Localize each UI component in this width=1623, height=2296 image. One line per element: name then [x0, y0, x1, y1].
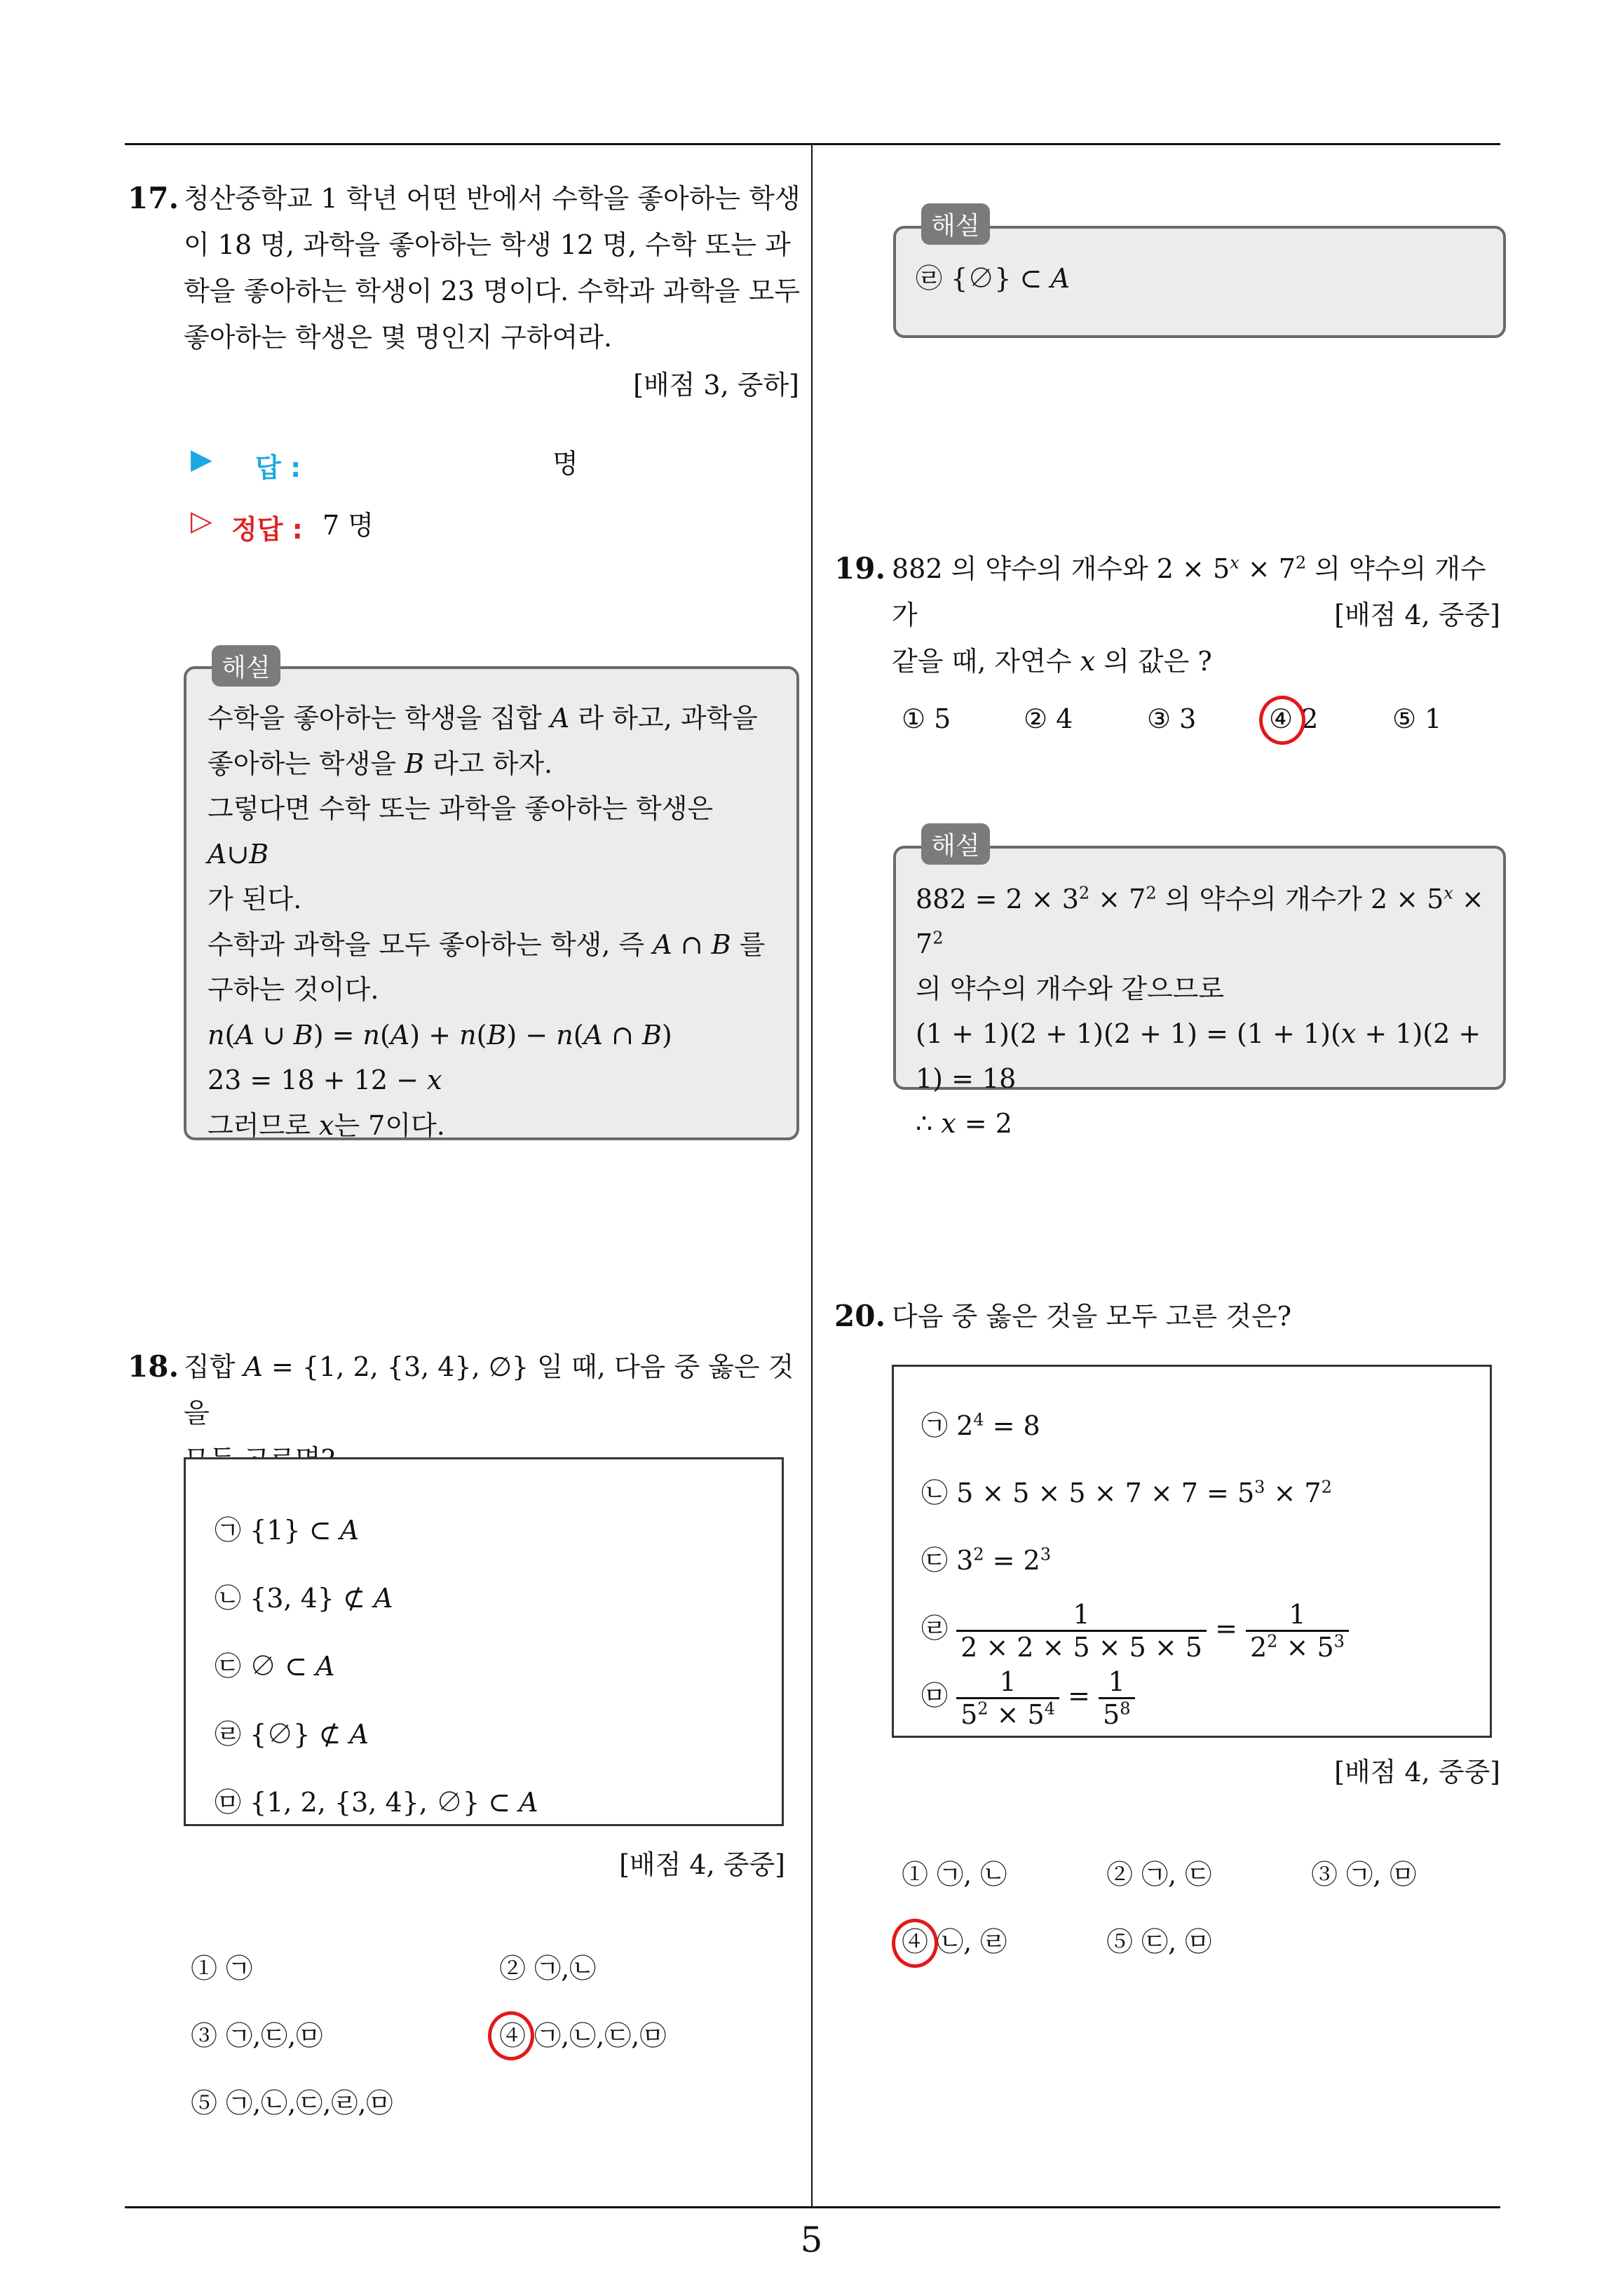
q20-choice-1[interactable]: ① ㉠, ㉡	[902, 1859, 1007, 1890]
q20-item-4: ㉣ $\frac{1}{2 \times 2 \times 5 \times 5 \times 5}$ = $\frac{1}{2^2 \times 5^3}$	[921, 1599, 1349, 1663]
q17-answer-input[interactable]	[322, 449, 547, 480]
q19-explain-line-4: ∴ x = 2	[916, 1108, 1012, 1139]
q17-explain-line-4: 가 된다.	[208, 884, 302, 914]
q17-correct-value: 7 명	[322, 510, 374, 541]
q18-choice-1[interactable]: ① ㉠	[191, 1953, 253, 1984]
q20-item-3: ㉢ $3^2 = 2^3$	[921, 1544, 1052, 1576]
correct-arrow-icon: ▷	[191, 505, 212, 537]
q17-explain-line-7: n(A ∪ B) = n(A) + n(B) − n(A ∩ B)	[208, 1019, 672, 1051]
q19-explanation-tab: 해설	[921, 823, 990, 865]
q20-item-5: ㉤ $\frac{1}{5^2 \times 5^4}$ = $\frac{1}{5^8}$	[921, 1666, 1135, 1730]
q18-selected-mark	[488, 2011, 534, 2060]
q19-number: 19.	[834, 551, 886, 586]
q18-item-4: ㉣ {∅} ⊄ A	[215, 1719, 369, 1750]
q20-choice-3[interactable]: ③ ㉠, ㉤	[1311, 1859, 1417, 1890]
q19-explain-line-1: $882 = 2 \times 3^2 \times 7^2$ 의 약수의 개수가 $2 \times 5^x \times 7^2$	[916, 883, 1484, 959]
q18-item-5: ㉤ {1, 2, {3, 4}, ∅} ⊂ A	[215, 1787, 538, 1818]
q17-explain-line-5: 수학과 과학을 모두 좋아하는 학생, 즉 A ∩ B 를	[208, 928, 766, 960]
q19-choice-2[interactable]: ② 4	[1024, 703, 1073, 734]
q17-explain-line-1: 수학을 좋아하는 학생을 집합 A 라 하고, 과학을	[208, 703, 758, 734]
q19-choice-1[interactable]: ① 5	[902, 703, 951, 734]
q20-item-1: ㉠ $2^4 = 8$	[921, 1410, 1040, 1441]
q18-choice-5[interactable]: ⑤ ㉠,㉡,㉢,㉣,㉤	[191, 2088, 393, 2119]
q18-score: [배점 4, 중중]	[619, 1849, 785, 1880]
q17-explanation-tab: 해설	[212, 645, 280, 687]
page-number: 5	[800, 2220, 823, 2260]
q20-choice-2[interactable]: ② ㉠, ㉢	[1106, 1859, 1212, 1890]
top-rule	[125, 143, 1500, 145]
q17-answer-label: 답 :	[255, 452, 301, 483]
q17-line-2: 이 18 명, 과학을 좋아하는 학생 12 명, 수학 또는 과	[184, 229, 791, 260]
q17-explain-line-2: 좋아하는 학생을 B 라고 하자.	[208, 748, 553, 779]
q19-choice-5[interactable]: ⑤ 1	[1392, 703, 1442, 734]
bottom-rule	[125, 2206, 1500, 2208]
q19-score: [배점 4, 중중]	[1334, 600, 1500, 630]
q19-explain-line-3: (1 + 1)(2 + 1)(2 + 1) = (1 + 1)(x + 1)(2 + 1) = 18	[916, 1018, 1481, 1094]
q17-line-1: 청산중학교 1 학년 어떤 반에서 수학을 좋아하는 학생	[184, 183, 801, 214]
q20-choice-5[interactable]: ⑤ ㉢, ㉤	[1106, 1926, 1212, 1957]
q20-choice-4[interactable]: ④ ㉡, ㉣	[902, 1926, 1007, 1957]
q19-explanation	[916, 877, 1498, 1146]
q18-choice-3[interactable]: ③ ㉠,㉢,㉤	[191, 2020, 323, 2051]
q20-item-2: ㉡ $5 \times 5 \times 5 \times 7 \times 7 = 5^3 \times 7^2$	[921, 1477, 1332, 1508]
column-divider	[811, 144, 813, 2206]
q19-line-2: 같을 때, 자연수 x 의 값은 ?	[892, 646, 1212, 677]
q20-question: 다음 중 옳은 것을 모두 고른 것은?	[892, 1301, 1292, 1332]
q17-explain-line-6: 구하는 것이다.	[208, 974, 379, 1005]
q19-explain-line-2: 의 약수의 개수와 같으므로	[916, 973, 1225, 1004]
q17-explain-line-8: 23 = 18 + 12 − x	[208, 1065, 442, 1095]
q18-choice-4[interactable]: ④ ㉠,㉡,㉢,㉤	[499, 2020, 667, 2051]
q17-answer-unit: 명	[552, 448, 578, 479]
q17-explain-line-3: 그렇다면 수학 또는 과학을 좋아하는 학생은 A∪B	[208, 793, 714, 870]
q17-number: 17.	[128, 181, 179, 215]
q17-correct-label: 정답 :	[231, 514, 303, 545]
q18-line-1: 집합 A = {1, 2, {3, 4}, ∅} 일 때, 다음 중 옳은 것을	[184, 1351, 794, 1429]
q17-explain-line-9: 그러므로 x는 7이다.	[208, 1109, 445, 1141]
q18-explain-line-1: ㉣ {∅} ⊂ A	[916, 263, 1070, 294]
q18-number: 18.	[128, 1349, 179, 1384]
q19-choice-3[interactable]: ③ 3	[1147, 703, 1197, 734]
q18-choice-2[interactable]: ② ㉠,㉡	[499, 1953, 597, 1984]
q17-line-4: 좋아하는 학생은 몇 명인지 구하여라.	[184, 322, 613, 353]
q20-number: 20.	[834, 1299, 886, 1333]
q18-item-1: ㉠ {1} ⊂ A	[215, 1515, 360, 1546]
q20-score: [배점 4, 중중]	[1334, 1757, 1500, 1788]
answer-arrow-icon: ▶	[191, 443, 212, 475]
q17-explanation	[208, 696, 782, 1148]
q17-line-3: 학을 좋아하는 학생이 23 명이다. 수학과 과학을 모두	[184, 276, 801, 306]
q17-score: [배점 3, 중하]	[633, 370, 799, 400]
q18-item-3: ㉢ ∅ ⊂ A	[215, 1651, 335, 1682]
q19-choice-4[interactable]: ④ 2	[1269, 703, 1319, 734]
q18-items	[215, 1497, 538, 1837]
q20-selected-mark	[892, 1919, 938, 1968]
q18-item-2: ㉡ {3, 4} ⊄ A	[215, 1583, 393, 1614]
q19-line-1: 882 의 약수의 개수와 $2 \times 5^x \times 7^2$ 의 약수의 개수가	[892, 553, 1486, 630]
q17-question	[184, 175, 804, 360]
q19-selected-mark	[1259, 696, 1305, 745]
q18-explanation-tab: 해설	[921, 203, 990, 245]
